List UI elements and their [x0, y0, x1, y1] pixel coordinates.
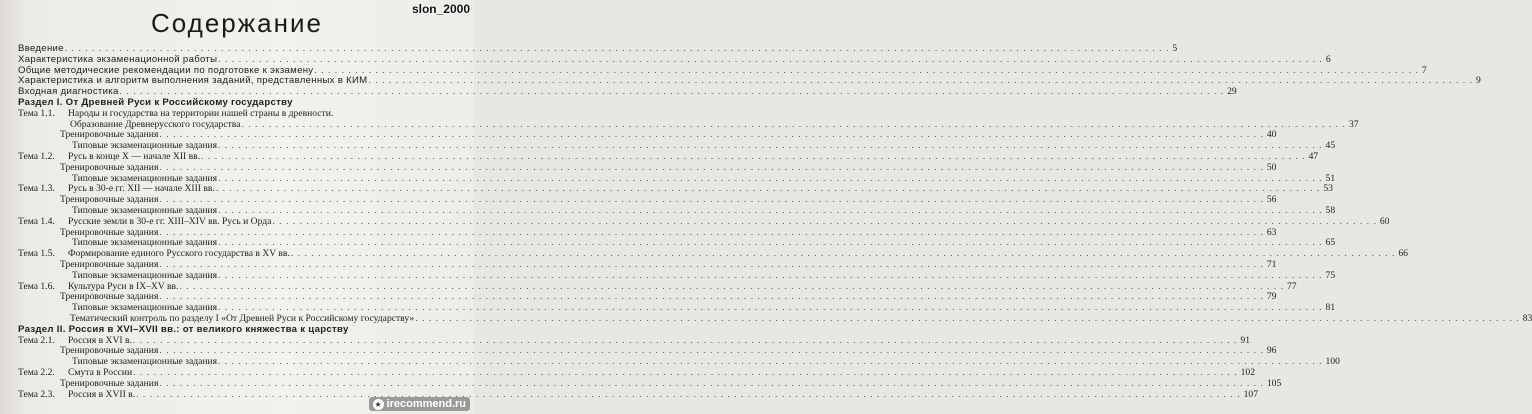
toc-entry-text: Типовые экзаменационные задания	[72, 237, 218, 249]
toc-page-number: 29	[1227, 86, 1237, 98]
toc-entry-text: Тренировочные задания	[60, 377, 159, 389]
toc-dot-leader	[218, 271, 1323, 282]
toc-page-number: 75	[1325, 269, 1336, 281]
toc-page-number: 7	[1421, 64, 1427, 76]
toc-entry-text: Раздел II. Россия в XVI–XVII вв.: от великого княжества к царству	[18, 323, 349, 335]
toc-entry-text: Общие методические рекомендации по подготовке к экзамену	[18, 64, 314, 76]
toc-dot-leader	[218, 55, 1323, 66]
site-watermark	[369, 397, 470, 411]
toc-topic-number: Тема 1.5.	[18, 248, 55, 260]
toc-entry-text: Россия в XVII в.	[68, 388, 136, 400]
toc-entry-text: Введение	[18, 43, 64, 54]
toc-entry-label	[18, 390, 135, 401]
toc-page-number: 100	[1325, 356, 1340, 368]
toc-page-number: 60	[1379, 215, 1390, 227]
toc-topic-number: Тема 1.1.	[18, 107, 55, 119]
toc-entry-text: Характеристика экзаменационной работы	[18, 53, 218, 65]
toc-dot-leader	[272, 217, 1377, 228]
toc-page-number: 6	[1325, 53, 1331, 65]
site-watermark-text: irecommend.ru	[386, 398, 466, 410]
toc-entry-text: Тренировочные задания	[60, 258, 159, 270]
toc-entry-text: Типовые экзаменационные задания	[72, 302, 218, 314]
toc-entry-text: Типовые экзаменационные задания	[72, 356, 218, 368]
toc-page-number: 63	[1266, 226, 1277, 238]
toc-page-number: 5	[1172, 43, 1178, 54]
toc-entry-text: Типовые экзаменационные задания	[72, 140, 218, 152]
toc-dot-leader	[159, 163, 1264, 174]
toc-topic-number: Тема 2.1.	[18, 334, 55, 346]
toc-entry-text: Русь в 30-е гг. XII — начале XIII вв.	[68, 183, 215, 195]
toc-entry-text: Тренировочные задания	[60, 194, 159, 206]
toc-topic-number: Тема 1.6.	[18, 280, 55, 292]
toc-entry-text: Народы и государства на территории нашей страны в древности.	[68, 107, 334, 119]
username-watermark: slon_2000	[411, 2, 470, 16]
toc-entry-text: Тематический контроль по разделу I «От Древней Руси к Российскому государству»	[70, 312, 415, 324]
toc-page-number: 58	[1325, 204, 1336, 216]
toc-page-number: 50	[1266, 161, 1277, 173]
toc-topic-number: Тема 2.3.	[18, 388, 55, 400]
toc-page-number: 96	[1266, 345, 1277, 357]
toc-entry-text: Характеристика и алгоритм выполнения заданий, представленных в КИМ	[18, 75, 368, 87]
toc-page-number: 53	[1323, 183, 1333, 195]
toc-entry-text: Тренировочные задания	[60, 226, 159, 238]
toc-page-number: 91	[1240, 334, 1250, 346]
toc-dot-leader	[415, 314, 1520, 325]
toc-topic-number: Тема 2.2.	[18, 366, 55, 378]
toc-topic-number: Тема 1.2.	[18, 150, 55, 162]
toc-page-number: 83	[1522, 312, 1532, 324]
toc-entry-text: Русь в конце X — начале XII вв.	[68, 150, 201, 162]
toc-page-number: 79	[1266, 291, 1277, 303]
toc-page-number: 105	[1266, 377, 1282, 389]
toc-entry-text: Тренировочные задания	[60, 291, 159, 303]
toc-topic-number: Тема 1.4.	[18, 215, 55, 227]
toc-dot-leader	[159, 379, 1264, 390]
toc-topic-number: Тема 1.3.	[18, 183, 55, 195]
toc-entry-text: Тренировочные задания	[60, 161, 159, 173]
toc-page-number: 77	[1286, 280, 1297, 292]
toc-page-number: 66	[1398, 248, 1408, 260]
toc-entry-text: Тренировочные задания	[60, 345, 159, 357]
toc-entry-text: Типовые экзаменационные задания	[72, 204, 218, 216]
toc-page-number: 45	[1325, 140, 1336, 152]
toc-dot-leader	[136, 390, 1241, 401]
toc-page-number: 9	[1475, 75, 1481, 87]
toc-entry-text: Русские земли в 30-е гг. XIII–XIV вв. Русь и Орда	[68, 215, 272, 227]
toc-page-number: 102	[1240, 366, 1255, 378]
toc-entry-text: Входная диагностика	[18, 86, 119, 98]
toc-page-number: 40	[1266, 129, 1277, 141]
irecommend-logo-icon: ★	[374, 399, 382, 409]
toc-entry-text: Смута в России	[68, 366, 133, 378]
page-title: Содержание	[151, 8, 323, 38]
toc-page-number: 51	[1325, 172, 1336, 184]
toc-entry-text: Формирование единого Русского государства в XV вв.	[68, 248, 290, 260]
toc-page-number: 71	[1266, 258, 1277, 270]
toc-entry-text: Типовые экзаменационные задания	[72, 269, 218, 281]
toc-page-number: 81	[1325, 302, 1336, 314]
toc-entry-text: Типовые экзаменационные задания	[72, 172, 218, 184]
toc-entry-text: Образование Древнерусского государства	[70, 118, 241, 130]
toc-page-number: 56	[1266, 194, 1277, 206]
toc-entry-text: Культура Руси в IX–XV вв.	[68, 280, 179, 292]
toc-entry-text: Россия в XVI в.	[68, 334, 132, 346]
toc-page-number: 107	[1243, 388, 1258, 400]
toc-page-number: 37	[1348, 118, 1359, 130]
toc-page-number: 47	[1308, 150, 1319, 162]
table-of-contents	[18, 43, 1532, 400]
toc-entry-text: Раздел I. От Древней Руси к Российскому государству	[18, 96, 293, 108]
toc-page-number: 65	[1325, 237, 1336, 249]
toc-entry-text: Тренировочные задания	[60, 129, 159, 141]
